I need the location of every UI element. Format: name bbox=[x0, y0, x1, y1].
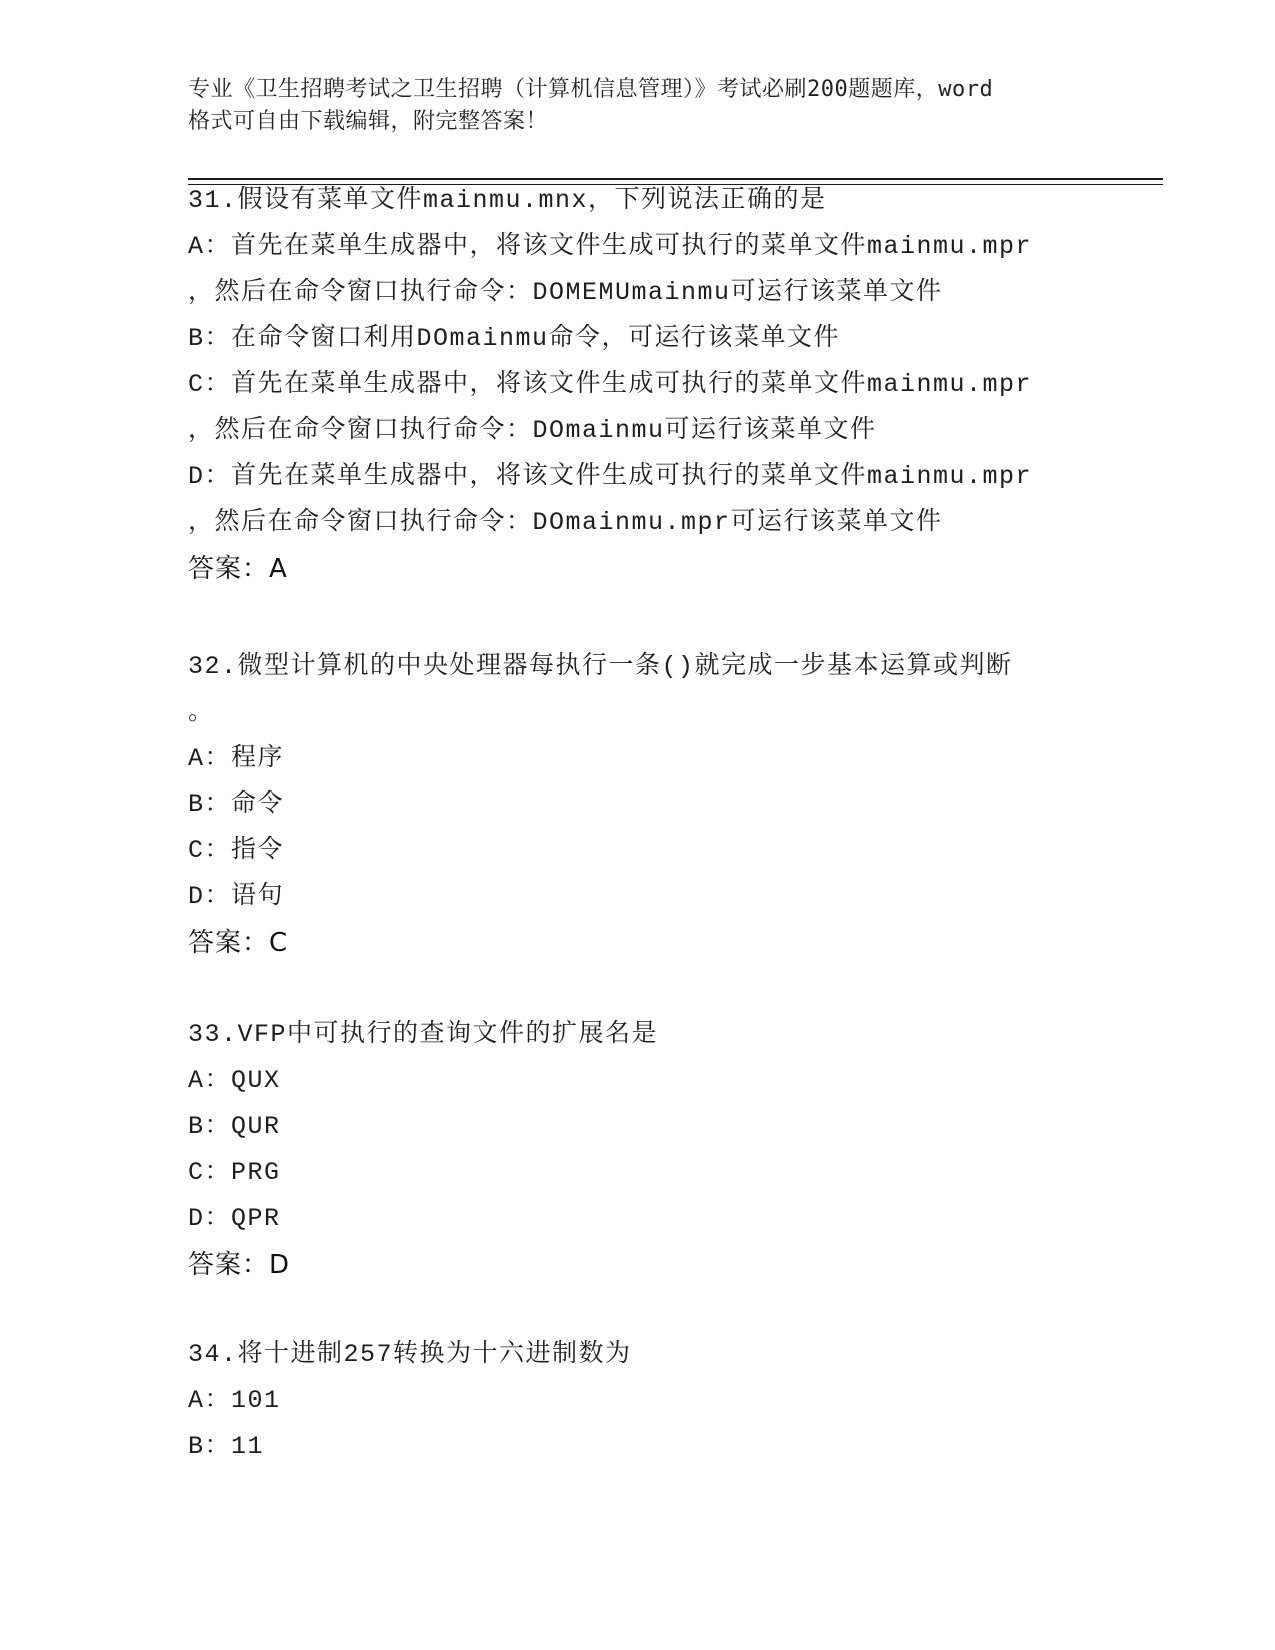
header-line-1: 专业《卫生招聘考试之卫生招聘（计算机信息管理）》考试必刷200题题库，word bbox=[188, 77, 994, 102]
question-34 bbox=[188, 1332, 1148, 1470]
question-32-title: 32.微型计算机的中央处理器每执行一条()就完成一步基本运算或判断 bbox=[188, 652, 1013, 681]
question-32-option-a: A：程序 bbox=[188, 744, 285, 773]
question-31-option-c-cont: ，然后在命令窗口执行命令：DOmainmu可运行该菜单文件 bbox=[188, 416, 877, 445]
question-31 bbox=[188, 178, 1148, 592]
question-31-option-a: A：首先在菜单生成器中，将该文件生成可执行的菜单文件mainmu.mpr bbox=[188, 232, 1033, 261]
question-33-option-d: D：QPR bbox=[188, 1204, 281, 1233]
document-header bbox=[188, 74, 1108, 138]
question-32-option-c: C：指令 bbox=[188, 836, 285, 865]
question-34-option-b: B：11 bbox=[188, 1432, 265, 1461]
question-31-option-d-cont: ，然后在命令窗口执行命令：DOmainmu.mpr可运行该菜单文件 bbox=[188, 508, 943, 537]
question-31-option-b: B：在命令窗口利用DOmainmu命令，可运行该菜单文件 bbox=[188, 324, 841, 353]
question-31-answer: 答案：A bbox=[188, 554, 288, 584]
question-33-option-a: A：QUX bbox=[188, 1066, 281, 1095]
question-33-title: 33.VFP中可执行的查询文件的扩展名是 bbox=[188, 1020, 659, 1049]
question-32-option-b: B：命令 bbox=[188, 790, 285, 819]
question-33-option-c: C：PRG bbox=[188, 1158, 281, 1187]
question-34-title: 34.将十进制257转换为十六进制数为 bbox=[188, 1340, 632, 1369]
question-31-option-a-cont: ，然后在命令窗口执行命令：DOMEMUmainmu可运行该菜单文件 bbox=[188, 278, 943, 307]
question-32-answer: 答案：C bbox=[188, 928, 289, 958]
question-32 bbox=[188, 644, 1148, 966]
question-33 bbox=[188, 1012, 1148, 1288]
question-34-option-a: A：101 bbox=[188, 1386, 281, 1415]
question-32-option-d: D：语句 bbox=[188, 882, 285, 911]
question-31-option-d: D：首先在菜单生成器中，将该文件生成可执行的菜单文件mainmu.mpr bbox=[188, 462, 1033, 491]
question-33-option-b: B：QUR bbox=[188, 1112, 281, 1141]
header-line-2: 格式可自由下载编辑，附完整答案！ bbox=[188, 109, 549, 134]
question-31-option-c: C：首先在菜单生成器中，将该文件生成可执行的菜单文件mainmu.mpr bbox=[188, 370, 1033, 399]
question-31-title: 31.假设有菜单文件mainmu.mnx，下列说法正确的是 bbox=[188, 186, 827, 215]
question-33-answer: 答案：D bbox=[188, 1250, 291, 1280]
question-32-title-cont: 。 bbox=[188, 698, 215, 727]
